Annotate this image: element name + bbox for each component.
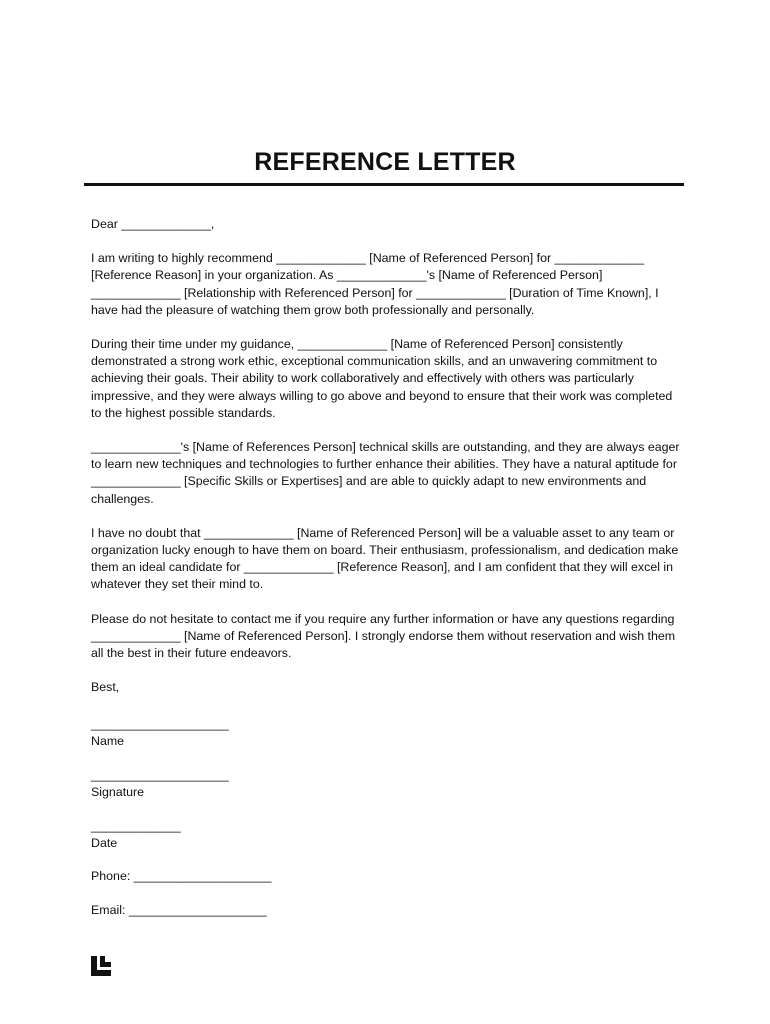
date-field: [91, 818, 181, 852]
signature-field: [91, 767, 229, 801]
salutation: Dear _____________,: [91, 217, 215, 231]
paragraph-introduction: I am writing to highly recommend _____________ [Name of Referenced Person] for _____________ [Reference Reason] in your organization. As _____________'s [Name of Referenced Person] _____________ [Relationship with Referenced Person] for _____________ [Duration of Time Known], I have had the pleasure of watching them grow both professionally and personally.: [91, 251, 659, 317]
closing: Best,: [91, 680, 120, 695]
paragraph-guidance: During their time under my guidance, _____________ [Name of Referenced Person] consistently demonstrated a strong work ethic, exceptional communication skills, and an unwavering commitment to achieving their goals. Their ability to work collaboratively and effectively with others was particularly impressive, and they were always willing to go above and beyond to ensure that their work was completed to the highest possible standards.: [91, 337, 673, 420]
name-line: ____________________: [91, 717, 229, 731]
email-field: Email: ____________________: [91, 903, 267, 917]
document-logo-icon: [91, 956, 111, 976]
date-label: Date: [91, 836, 118, 850]
name-label: Name: [91, 734, 125, 748]
page-title: REFERENCE LETTER: [254, 148, 516, 176]
letter-body: [91, 216, 681, 713]
signature-label: Signature: [91, 785, 145, 799]
date-line: _____________: [91, 819, 181, 833]
phone-field: Phone: ____________________: [91, 869, 272, 883]
name-field: [91, 716, 229, 750]
paragraph-recommendation: I have no doubt that _____________ [Name of Referenced Person] will be a valuable asset to any team or organization lucky enough to have them on board. Their enthusiasm, professionalism, and dedication make them an ideal candidate for _____________ [Reference Reason], and I am confident that they will excel in whatever they set their mind to.: [91, 525, 679, 592]
paragraph-contact: Please do not hesitate to contact me if you require any further information or have any questions regarding _____________ [Name of Referenced Person]. I strongly endorse them without reservation and wish them all the best in their future endeavors.: [91, 611, 676, 661]
paragraph-skills: _____________'s [Name of References Person] technical skills are outstanding, and they are always eager to learn new techniques and technologies to further enhance their abilities. They have a natural aptitude for _____________ [Specific Skills or Expertises] and are able to quickly adapt to new environments and challenges.: [91, 440, 680, 506]
signature-line: ____________________: [91, 768, 229, 782]
title-divider: [84, 183, 684, 186]
